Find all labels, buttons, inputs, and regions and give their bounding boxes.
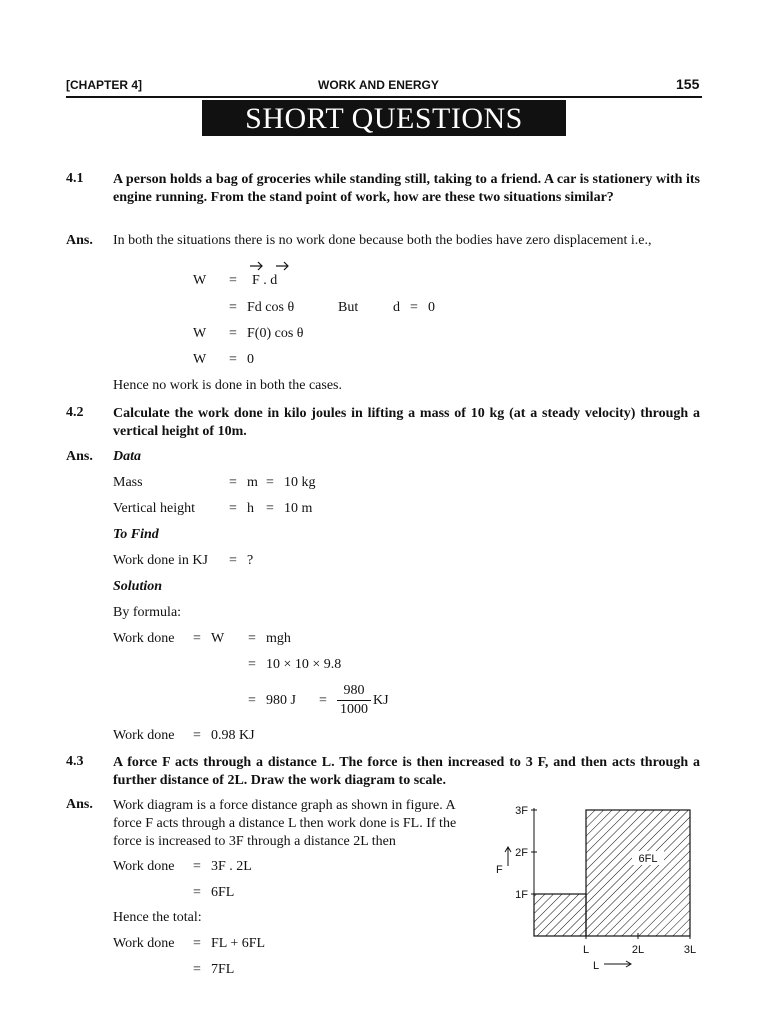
chapter-title: WORK AND ENERGY [318,78,439,92]
eq-sign: = [193,936,201,951]
work-done-label: Work done [113,859,175,874]
eq-rhs: 10 × 10 × 9.8 [266,657,342,672]
eq-sign: = [193,631,201,646]
x-tick-label: 3L [683,944,697,956]
eq-sign: = [229,501,237,516]
header-rule [66,96,702,98]
eq-lhs: W [193,326,207,341]
eq-sign: = [193,962,201,977]
eq-sign: = [193,728,201,743]
eq-sign: = [229,300,237,315]
height-label: Vertical height [113,501,196,516]
answer-label: Ans. [66,797,93,812]
fraction-denominator: 1000 [340,702,368,717]
eq-sign: = [319,693,327,708]
eq-rhs: FL + 6FL [211,936,266,951]
eq-rhs: Fd cos θ [247,300,295,315]
eq-sign: = [229,326,237,341]
final-value: 0.98 KJ [211,728,255,743]
work-done-label: Work done [113,936,175,951]
eq-rhs: 7FL [211,962,235,977]
eq-lhs: W [193,352,207,367]
work-done-label: Work done [113,631,175,646]
eq-rhs: 0 [247,352,254,367]
question-number: 4.1 [66,171,84,186]
eq-rhs: mgh [266,631,291,646]
work-region-1 [534,894,586,936]
eq-rhs: 980 J [266,693,296,708]
work-region-2 [586,810,690,936]
eq-sign: = [248,693,256,708]
conclusion-text: Hence no work is done in both the cases. [113,378,342,393]
eq-but: But [338,300,359,315]
eq-rhs: 0 [428,300,435,315]
y-tick-label: 1F [515,889,528,901]
eq-sign: = [229,553,237,568]
total-label: Hence the total: [113,910,202,925]
eq-sign: = [229,273,237,288]
solution-heading: Solution [113,579,163,594]
fraction-numerator: 980 [343,683,365,698]
mass-symbol: m [247,475,258,490]
y-axis-label: F [496,864,503,876]
answer-label: Ans. [66,449,93,464]
data-heading: Data [113,449,141,464]
find-label: Work done in KJ [113,553,208,568]
eq-symbol: W [211,631,225,646]
work-done-label: Work done [113,728,175,743]
fraction-unit: KJ [373,693,389,708]
eq-sign: = [229,352,237,367]
answer-text: In both the situations there is no work done because both the bodies have zero displacement i.e., [113,233,652,248]
to-find-heading: To Find [113,527,159,542]
mass-value: 10 kg [284,475,316,490]
question-text: A person holds a bag of groceries while standing still, taking to a friend. A car is stationery with its engine running. From the stand point of work, how are these two situations similar? [113,172,700,205]
answer-label: Ans. [66,233,93,248]
eq-sign: = [266,475,274,490]
y-tick-label: 2F [515,847,528,859]
eq-rhs: F(0) cos θ [247,326,304,341]
work-diagram [490,796,710,976]
y-tick-label: 3F [515,805,528,817]
vector-arrows [246,260,294,272]
eq-sign: = [410,300,418,315]
question-text: Calculate the work done in kilo joules in lifting a mass of 10 kg (at a steady velocity) through a vertical height of 10m. [113,406,700,439]
eq-sign: = [248,657,256,672]
mass-label: Mass [113,475,143,490]
x-tick-label: 2L [631,944,645,956]
formula-label: By formula: [113,605,182,620]
question-number: 4.3 [66,754,84,769]
question-text: A force F acts through a distance L. The force is then increased to 3 F, and then acts through a further distance of 2L. Draw the work diagram to scale. [113,755,700,788]
eq-rhs: 6FL [211,885,235,900]
chapter-label: [CHAPTER 4] [66,78,143,92]
eq-sign: = [193,885,201,900]
section-banner: SHORT QUESTIONS [202,100,566,136]
answer-text: Work diagram is a force distance graph as shown in figure. A force F acts through a distance L then work done is FL. If the force is increased to 3F through a distance 2L then [113,798,457,849]
eq-sign: = [229,475,237,490]
eq-rhs: 3F . 2L [211,859,252,874]
page-number: 155 [676,76,700,92]
eq-lhs: W [193,273,207,288]
eq-rhs: F . d [252,273,278,288]
region-label: 6FL [638,853,658,865]
eq-lhs: d [393,300,400,315]
question-number: 4.2 [66,405,84,420]
fraction-bar [337,700,371,701]
eq-sign: = [193,859,201,874]
x-axis-label: L [593,960,600,972]
height-symbol: h [247,501,254,516]
eq-sign: = [248,631,256,646]
eq-sign: = [266,501,274,516]
height-value: 10 m [284,501,313,516]
find-value: ? [247,553,254,568]
x-tick-label: L [582,944,590,956]
